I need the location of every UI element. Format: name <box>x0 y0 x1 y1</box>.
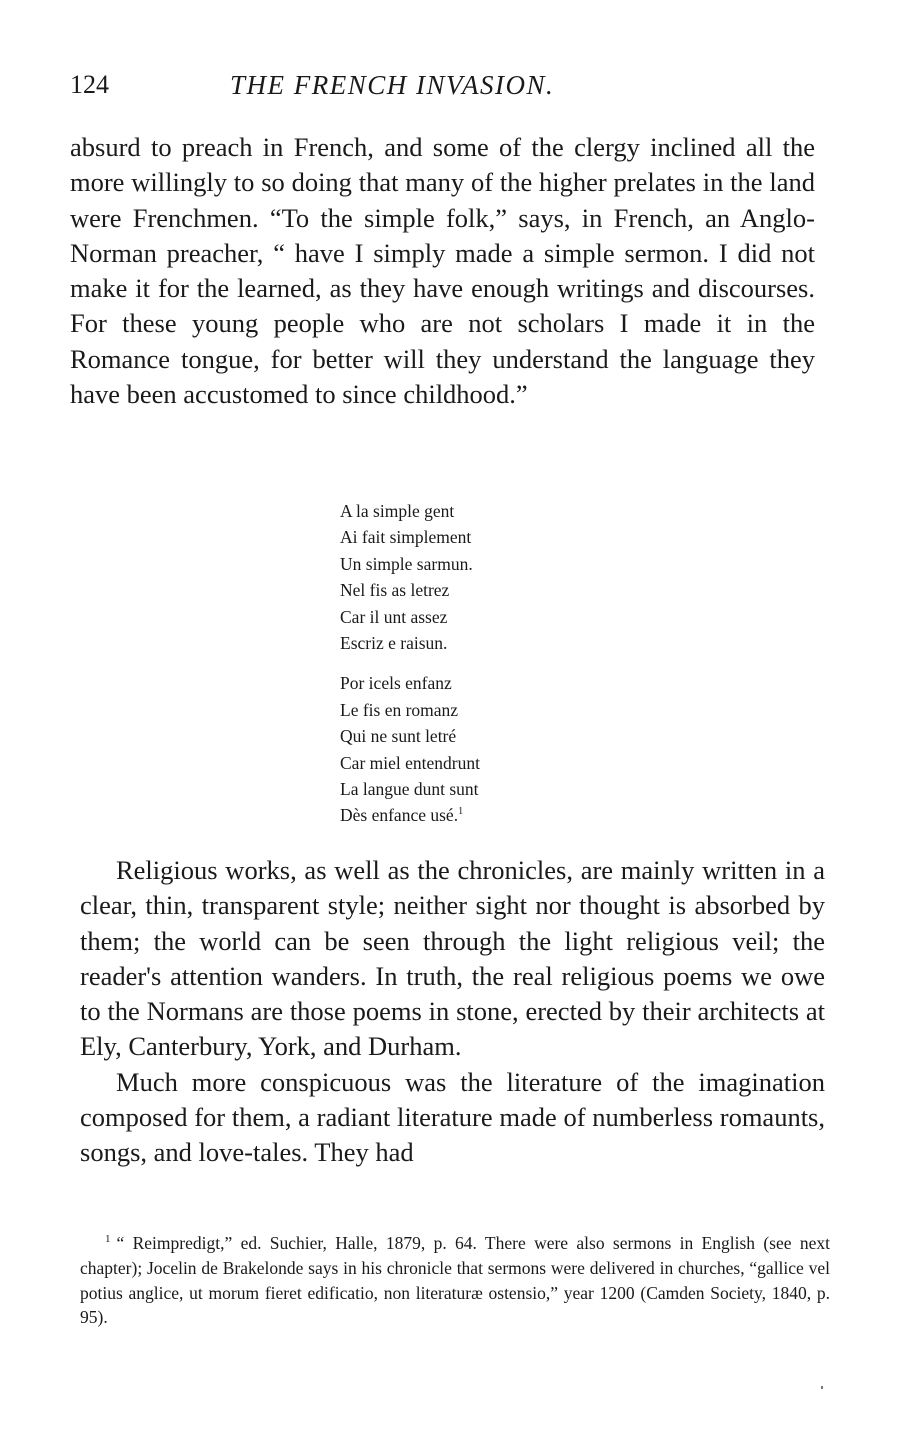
verse-line: Escriz e raisun. <box>340 633 448 654</box>
verse-line: Por icels enfanz <box>340 673 452 694</box>
paragraph-literature-of-imagination: Much more conspicuous was the literature of the imagination composed for them, a radiant literature made of numberless romaunts, songs, and love-tales. They had <box>80 1066 825 1168</box>
page-number: 124 <box>70 70 109 99</box>
verse-line: Ai fait simplement <box>340 527 472 548</box>
verse-line: Qui ne sunt letré <box>340 726 457 747</box>
footnote-text: “ Reimpredigt,” ed. Suchier, Halle, 1879, p. 64. There were also sermons in English (see next chapter); Jocelin de Brakelonde says in his chronicle that sermons were delivered in churches, “gallice vel potius anglice, ut morum fieret edificatio, non literaturæ ostensio,” year 1200 (Camden Society, 1840, p. 95). <box>80 1233 830 1328</box>
verse-line: Un simple sarmun. <box>340 553 473 574</box>
verse-line-last <box>340 802 480 828</box>
running-title: THE FRENCH INVASION. <box>230 70 555 100</box>
footnote <box>80 1231 830 1330</box>
main-text-continued <box>80 853 825 1171</box>
verse-line: Car il unt assez <box>340 606 448 627</box>
verse-line: Nel fis as letrez <box>340 580 450 601</box>
footnote-mark: 1 <box>105 1233 111 1246</box>
verse-stanza-1 <box>340 498 480 656</box>
verse-line: A la simple gent <box>340 501 455 521</box>
paragraph-text: absurd to preach in French, and some of the clergy inclined all the more willingly to so doing that many of the higher prelates in the land were Frenchmen. “To the simple folk,” says, in French, an Anglo-Norman preacher, “ have I simply made a simple sermon. I did not make it for the learned, as they have enough writings and discourses. For these young people who are not scholars I made it in the Romance tongue, for better will they understand the language they have been accustomed to since childhood.” <box>70 132 815 410</box>
paragraph-religious-works: Religious works, as well as the chronicles, are mainly written in a clear, thin, transparent style; neither sight nor thought is absorbed by them; the world can be seen through the light religious veil; the reader's attention wanders. In truth, the real religious poems we owe to the Normans are those poems in stone, erected by their architects at Ely, Canterbury, York, and Durham. <box>80 855 825 1062</box>
verse-line: Le fis en romanz <box>340 699 459 720</box>
verse-line: La langue dunt sunt <box>340 779 479 800</box>
verse-line: Car miel entendrunt <box>340 752 480 773</box>
verse-line-text: Dès enfance usé. <box>340 805 459 826</box>
verse-stanza-2 <box>340 670 480 828</box>
footnote-reference[interactable]: 1 <box>458 806 464 818</box>
running-head <box>70 70 830 110</box>
scan-speck <box>821 1386 823 1389</box>
anglo-norman-verse <box>340 498 480 843</box>
paragraph-continued <box>70 130 815 412</box>
